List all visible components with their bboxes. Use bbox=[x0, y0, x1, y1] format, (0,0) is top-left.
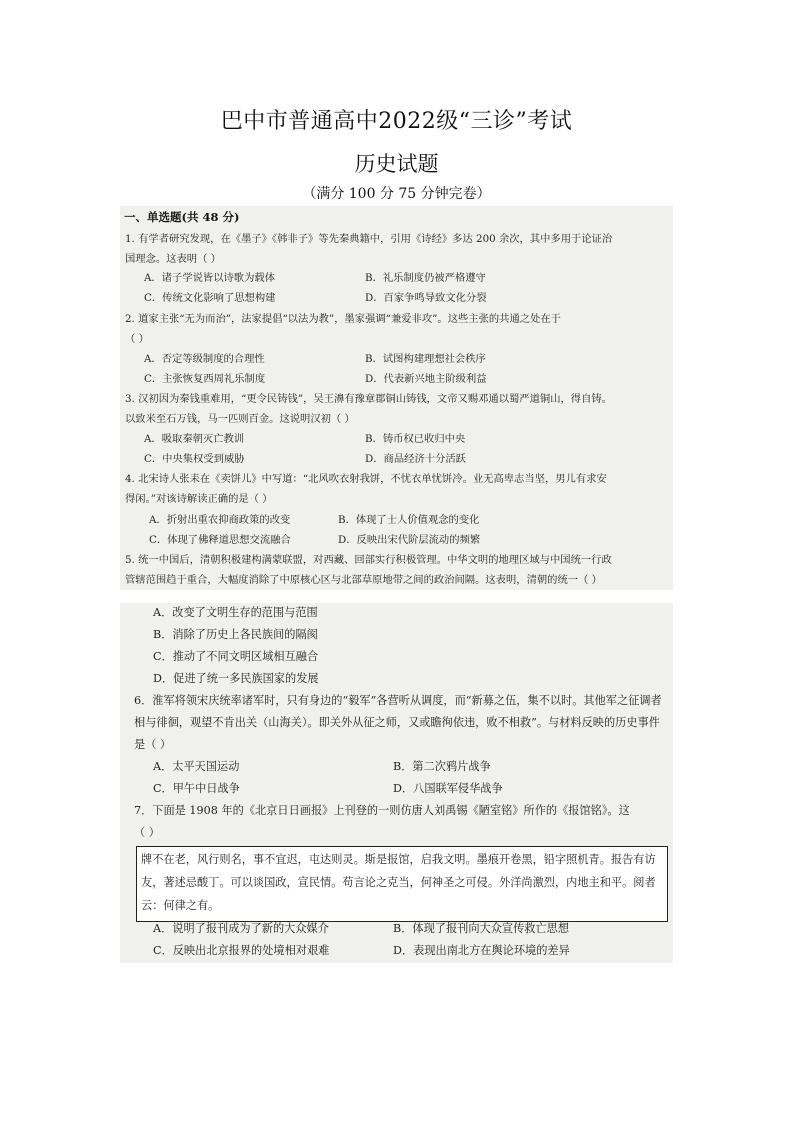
option-c: C．传统文化影响了思想构建 bbox=[144, 292, 276, 304]
option-a: A．诸子学说皆以诗歌为载体 bbox=[144, 272, 275, 284]
exam-title: 巴中市普通高中2022级“三诊”考试 bbox=[220, 109, 573, 134]
option-b: B．试图构建理想社会秩序 bbox=[365, 353, 486, 365]
option-d: D．百家争鸣导致文化分裂 bbox=[365, 292, 487, 304]
option-b: B．消除了历史上各民族间的隔阂 bbox=[153, 628, 318, 641]
material-line: 友，著述忌酸丁。可以谈国政，宣民情。苟言论之克当，何神圣之可侵。外洋尚激烈，内地主和平。阅者 bbox=[141, 876, 656, 889]
material-line: 牌不在老，风行则名，事不宜迟，屯达则灵。斯是报馆，启我文明。墨痕开卷黑，铅字照机青。报告有访 bbox=[141, 853, 656, 866]
question-stem-line: （ ） bbox=[134, 826, 160, 839]
option-a: A．否定等级制度的合理性 bbox=[144, 353, 265, 365]
question-stem-line: 以致米至石万钱，马一匹则百金。这说明汉初（ ） bbox=[125, 413, 355, 425]
option-a: A．吸取秦朝灭亡教训 bbox=[144, 433, 245, 445]
option-b: B．体现了报刊向大众宣传救亡思想 bbox=[393, 922, 570, 935]
question-stem-line: 7．下面是 1908 年的《北京日日画报》上刊登的一则仿唐人刘禹锡《陋室铭》所作的《报馆铭》。这 bbox=[134, 804, 630, 817]
option-b: B．体现了士人价值观念的变化 bbox=[338, 514, 480, 526]
question-stem-line: 是（ ） bbox=[134, 738, 172, 751]
question-stem-line: 6．淮军将领宋庆统率诸军时，只有身边的“毅军”各营听从调度，而“新募之伍，集不以时。其他军之征调者 bbox=[134, 694, 662, 707]
score-note: （满分 100 分 75 分钟完卷） bbox=[302, 186, 491, 202]
option-a: A．折射出重农抑商政策的改变 bbox=[149, 514, 291, 526]
subject-title: 历史试题 bbox=[354, 152, 439, 176]
option-b: B．第二次鸦片战争 bbox=[393, 760, 491, 773]
option-a: A．太平天国运动 bbox=[153, 760, 240, 773]
option-d: D．促进了统一多民族国家的发展 bbox=[153, 672, 319, 685]
question-stem-line: （ ） bbox=[125, 333, 149, 345]
option-c: C．主张恢复西周礼乐制度 bbox=[144, 373, 266, 385]
option-d: D．商品经济十分活跃 bbox=[365, 453, 466, 465]
question-stem-line: 得闲。”对该诗解读正确的是（ ） bbox=[125, 493, 273, 505]
question-stem-line: 1. 有学者研究发现，在《墨子》《韩非子》等先秦典籍中，引用《诗经》多达 200 余次，其中多用于论证治 bbox=[125, 233, 613, 245]
option-a: A．改变了文明生存的范围与范围 bbox=[153, 606, 318, 619]
option-d: D．八国联军侵华战争 bbox=[393, 782, 503, 795]
option-d: D．反映出宋代阶层流动的频繁 bbox=[338, 534, 481, 546]
option-a: A．说明了报刊成为了新的大众媒介 bbox=[153, 922, 329, 935]
question-stem-line: 2. 道家主张“无为而治”，法家提倡“以法为教”，墨家强调“兼爱非攻”。这些主张的共通之处在于 bbox=[125, 313, 561, 325]
question-stem-line: 管辖范围趋于重合，大幅度消除了中原核心区与北部草原地带之间的政治间隔。这表明，清朝的统一（ ） bbox=[125, 574, 602, 586]
option-b: B．铸币权已收归中央 bbox=[365, 433, 466, 445]
question-stem-line: 3. 汉初因为秦钱重难用，“更令民铸钱”，吴王濞有豫章郡铜山铸钱，文帝又赐邓通以蜀严道铜山，得自铸。 bbox=[125, 393, 612, 405]
question-stem-line: 国理念。这表明（ ） bbox=[125, 253, 221, 265]
question-stem-line: 相与徘徊，观望不肯出关（山海关）。即关外从征之师，又或瞻徇依违，败不相救”。与材料反映的历史事件 bbox=[134, 716, 660, 729]
option-c: C．体现了佛释道思想交流融合 bbox=[149, 534, 291, 546]
material-box bbox=[136, 846, 668, 922]
option-c: C．中央集权受到威胁 bbox=[144, 453, 245, 465]
option-c: C．推动了不同文明区域相互融合 bbox=[153, 650, 319, 663]
question-stem-line: 4. 北宋诗人张耒在《卖饼儿》中写道：“北风吹衣射我饼，不忧衣单忧饼冷。业无高卑志当坚，男儿有求安 bbox=[125, 473, 607, 485]
option-b: B．礼乐制度仍被严格遵守 bbox=[365, 272, 486, 284]
option-d: D．表现出南北方在舆论环境的差异 bbox=[393, 944, 570, 957]
question-stem-line: 5. 统一中国后，清朝积极建构满蒙联盟，对西藏、回部实行积极管理。中华文明的地理区域与中国统一行政 bbox=[125, 554, 612, 566]
section-heading: 一、单选题(共 48 分) bbox=[124, 210, 240, 224]
option-c: C．反映出北京报界的处境相对艰难 bbox=[153, 944, 330, 957]
material-line: 云：何律之有。 bbox=[141, 899, 220, 912]
option-c: C．甲午中日战争 bbox=[153, 782, 240, 795]
option-d: D．代表新兴地主阶级利益 bbox=[365, 373, 487, 385]
